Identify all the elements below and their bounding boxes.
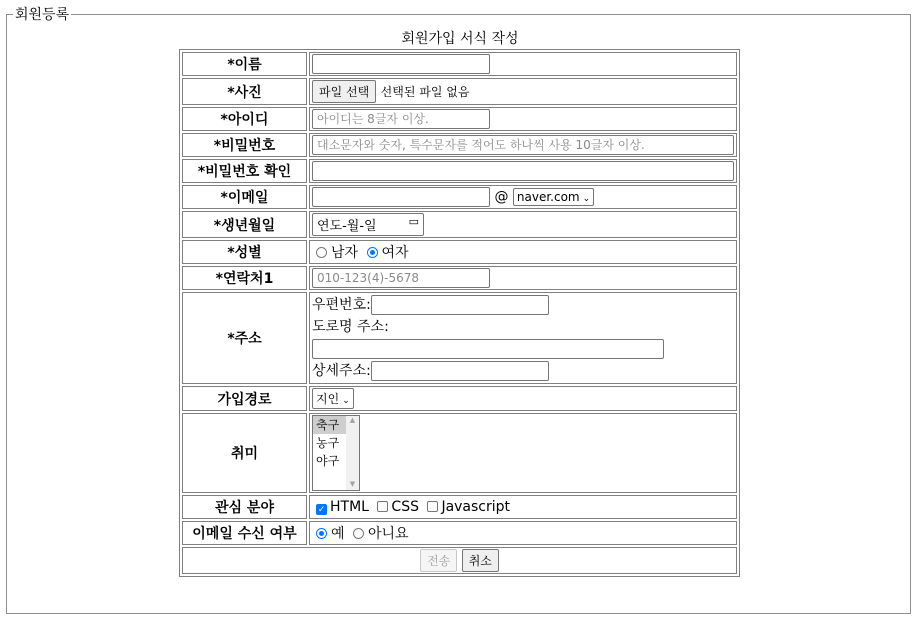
password-input[interactable] (312, 135, 734, 155)
hobby-option-soccer[interactable]: 축구 (313, 416, 359, 434)
road-address-label: 도로명 주소: (312, 319, 389, 335)
email-receive-yes-label: 예 (331, 526, 345, 542)
chevron-down-icon: ⌄ (582, 194, 591, 204)
chevron-down-icon: ⌄ (342, 396, 350, 406)
birth-label: *생년월일 (182, 211, 307, 238)
detail-address-label: 상세주소: (312, 363, 371, 379)
birth-date-input[interactable] (312, 213, 424, 236)
listbox-scrollbar[interactable] (346, 416, 359, 490)
detail-address-input[interactable] (371, 361, 549, 381)
gender-label: *성별 (182, 240, 307, 264)
registration-table (179, 49, 740, 577)
photo-label: *사진 (182, 78, 307, 105)
phone-label: *연락처1 (182, 266, 307, 290)
interest-label: 관심 분야 (182, 495, 307, 519)
calendar-icon[interactable]: ▭ (408, 215, 419, 228)
route-value: 지인 (316, 392, 340, 406)
id-label: *아이디 (182, 107, 307, 131)
zip-input[interactable] (371, 295, 549, 315)
scroll-down-icon[interactable]: ▼ (349, 480, 356, 488)
gender-male-radio[interactable] (316, 247, 327, 258)
zip-label: 우편번호: (312, 297, 371, 313)
birth-date-placeholder: 연도-월-일 (317, 219, 377, 234)
email-receive-yes-radio[interactable] (316, 528, 327, 539)
road-address-input[interactable] (312, 339, 664, 359)
submit-button[interactable]: 전송 (420, 549, 457, 572)
file-select-button[interactable]: 파일 선택 (312, 80, 376, 103)
hobby-label: 취미 (182, 413, 307, 493)
form-caption: 회원가입 서식 작성 (401, 31, 519, 47)
email-receive-no-label: 아니요 (367, 526, 409, 542)
scroll-up-icon[interactable]: ▲ (349, 416, 356, 424)
email-domain-value: naver.com (516, 190, 580, 204)
email-label: *이메일 (182, 185, 307, 209)
id-input[interactable] (312, 109, 490, 129)
hobby-option-basketball[interactable]: 농구 (316, 436, 340, 450)
name-label: *이름 (182, 52, 307, 76)
password-label: *비밀번호 (182, 133, 307, 157)
interest-javascript-checkbox[interactable] (427, 501, 438, 512)
interest-html-label: HTML (330, 499, 369, 515)
fieldset-legend: 회원등록 (15, 7, 70, 23)
file-status-text: 선택된 파일 없음 (380, 85, 470, 99)
email-id-input[interactable] (312, 187, 490, 207)
hobby-listbox[interactable] (312, 415, 360, 491)
password-confirm-input[interactable] (312, 161, 734, 181)
address-label: *주소 (182, 292, 307, 384)
email-receive-label: 이메일 수신 여부 (182, 521, 307, 545)
email-at-sign: @ (494, 189, 509, 205)
gender-female-radio[interactable] (367, 247, 378, 258)
route-select[interactable] (312, 388, 354, 409)
email-domain-select[interactable] (513, 188, 594, 206)
interest-html-checkbox[interactable]: ✓ (317, 505, 326, 515)
hobby-option-baseball[interactable]: 야구 (316, 454, 340, 468)
phone-input[interactable] (312, 268, 490, 288)
interest-css-label: CSS (391, 499, 419, 515)
interest-javascript-label: Javascript (441, 499, 511, 515)
gender-female-label: 여자 (381, 245, 409, 261)
password-confirm-label: *비밀번호 확인 (182, 159, 307, 183)
email-receive-no-radio[interactable] (353, 528, 364, 539)
name-input[interactable] (312, 54, 490, 74)
gender-male-label: 남자 (331, 245, 359, 261)
cancel-button[interactable]: 취소 (462, 549, 499, 572)
route-label: 가입경로 (182, 386, 307, 411)
interest-css-checkbox[interactable] (377, 501, 388, 512)
